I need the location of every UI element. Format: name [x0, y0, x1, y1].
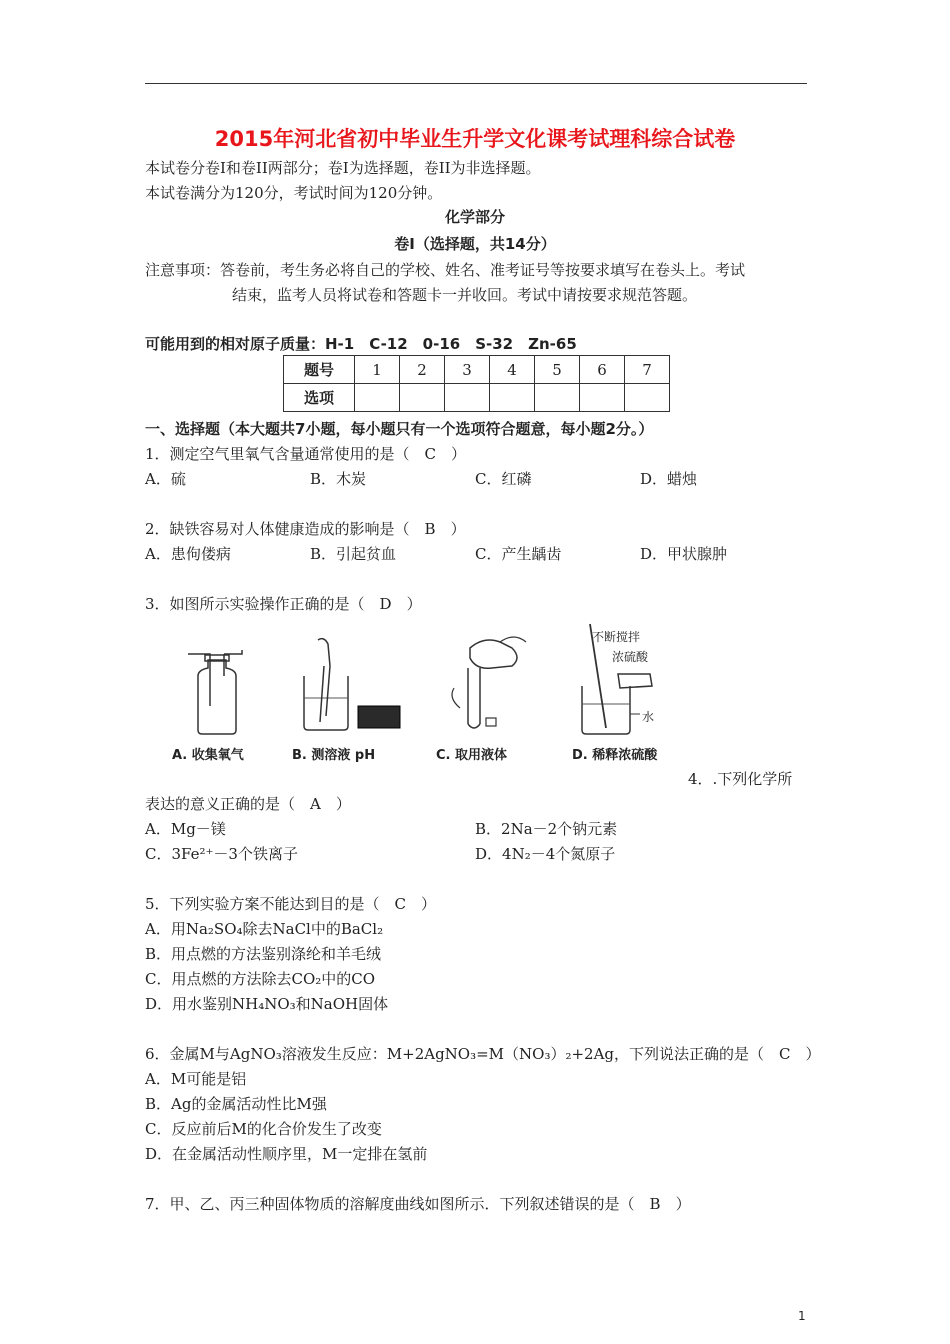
exam-title: 2015年河北省初中毕业生升学文化课考试理科综合试卷 — [214, 127, 736, 151]
q3-figures — [160, 622, 680, 772]
q6-option-d: D．在金属活动性顺序里，M一定排在氢前 — [145, 1145, 428, 1163]
q3-stem: 3．如图所示实验操作正确的是（ D ） — [145, 595, 422, 613]
q6-option-b: B．Ag的金属活动性比M强 — [145, 1095, 327, 1113]
answer-table-number: 1 — [355, 356, 400, 384]
answer-cell[interactable] — [355, 384, 400, 412]
q1-stem: 1．测定空气里氧气含量通常使用的是（ C ） — [145, 445, 467, 463]
q2-stem: 2．缺铁容易对人体健康造成的影响是（ B ） — [145, 520, 466, 538]
q7-stem: 7．甲、乙、丙三种固体物质的溶解度曲线如图所示．下列叙述错误的是（ B ） — [145, 1195, 691, 1213]
section-title: 化学部分 — [444, 208, 505, 226]
answer-table-number: 2 — [400, 356, 445, 384]
q6-option-a: A．M可能是铝 — [145, 1070, 247, 1088]
figure-caption-b: B. 测溶液 pH — [292, 748, 376, 763]
answer-table-option-row — [284, 384, 670, 412]
q4-option-b: B．2Na－2个钠元素 — [475, 820, 618, 838]
part1-heading: 一、选择题（本大题共7小题，每小题只有一个选项符合题意，每小题2分。） — [145, 420, 654, 438]
gas-bottle-figure — [180, 646, 250, 736]
q5-option-d: D．用水鉴别NH₄NO₃和NaOH固体 — [145, 995, 389, 1013]
q1-option-a: A．硫 — [145, 470, 186, 488]
water-label: 水 — [642, 710, 655, 724]
q1-option-d: D．蜡烛 — [640, 470, 698, 488]
answer-table-number-row — [284, 356, 670, 384]
answer-cell[interactable] — [445, 384, 490, 412]
notice-line-1: 注意事项：答卷前，考生务必将自己的学校、姓名、准考证号等按要求填写在卷头上。考试 — [145, 261, 746, 279]
header-rule — [145, 83, 807, 84]
answer-table-header-number: 题号 — [284, 356, 355, 384]
q5-option-b: B．用点燃的方法鉴别涤纶和羊毛绒 — [145, 945, 382, 963]
answer-cell[interactable] — [625, 384, 670, 412]
q2-option-a: A．患佝偻病 — [145, 545, 231, 563]
atomic-masses: 可能用到的相对原子质量：H-1 C-12 0-16 S-32 Zn-65 — [145, 335, 577, 353]
ph-test-figure — [290, 636, 410, 736]
intro-line-2: 本试卷满分为120分，考试时间为120分钟。 — [145, 184, 443, 202]
answer-table-number: 6 — [580, 356, 625, 384]
pour-liquid-figure — [440, 628, 540, 738]
figure-caption-d: D. 稀释浓硫酸 — [572, 748, 658, 763]
answer-table-number: 4 — [490, 356, 535, 384]
q4-stem-part2: 表达的意义正确的是（ A ） — [145, 795, 351, 813]
q2-option-b: B．引起贫血 — [310, 545, 397, 563]
answer-cell[interactable] — [490, 384, 535, 412]
answer-cell[interactable] — [535, 384, 580, 412]
volume-title: 卷Ⅰ（选择题，共14分） — [394, 235, 556, 253]
answer-cell[interactable] — [580, 384, 625, 412]
q4-option-a: A．Mg－镁 — [145, 820, 226, 838]
answer-table — [283, 355, 670, 412]
answer-table-number: 7 — [625, 356, 670, 384]
intro-line-1: 本试卷分卷Ⅰ和卷II两部分；卷Ⅰ为选择题，卷II为非选择题。 — [145, 159, 541, 177]
q6-stem: 6．金属M与AgNO₃溶液发生反应：M+2AgNO₃=M（NO₃）₂+2Ag，下列说法正确的是（ C ） — [145, 1045, 821, 1063]
q5-option-c: C．用点燃的方法除去CO₂中的CO — [145, 970, 376, 988]
q5-option-a: A．用Na₂SO₄除去NaCl中的BaCl₂ — [145, 920, 384, 938]
answer-cell[interactable] — [400, 384, 445, 412]
notice-line-2: 结束，监考人员将试卷和答题卡一并收回。考试中请按要求规范答题。 — [232, 286, 698, 304]
q5-stem: 5．下列实验方案不能达到目的是（ C ） — [145, 895, 437, 913]
q6-option-c: C．反应前后M的化合价发生了改变 — [145, 1120, 382, 1138]
q1-option-b: B．木炭 — [310, 470, 367, 488]
stir-label: 不断搅拌 — [592, 630, 641, 644]
figure-caption-c: C. 取用液体 — [436, 748, 508, 763]
q4-option-d: D．4N₂－4个氮原子 — [475, 845, 616, 863]
page-number: 1 — [798, 1309, 806, 1323]
answer-table-number: 3 — [445, 356, 490, 384]
q4-stem-part1: 4．.下列化学所 — [688, 770, 793, 788]
acid-label: 浓硫酸 — [612, 650, 649, 664]
q2-option-c: C．产生龋齿 — [475, 545, 562, 563]
answer-table-number: 5 — [535, 356, 580, 384]
figure-caption-a: A. 收集氧气 — [172, 748, 244, 763]
q2-option-d: D．甲状腺肿 — [640, 545, 728, 563]
q1-option-c: C．红磷 — [475, 470, 532, 488]
q4-option-c: C．3Fe²⁺－3个铁离子 — [145, 845, 298, 863]
answer-table-header-option: 选项 — [284, 384, 355, 412]
